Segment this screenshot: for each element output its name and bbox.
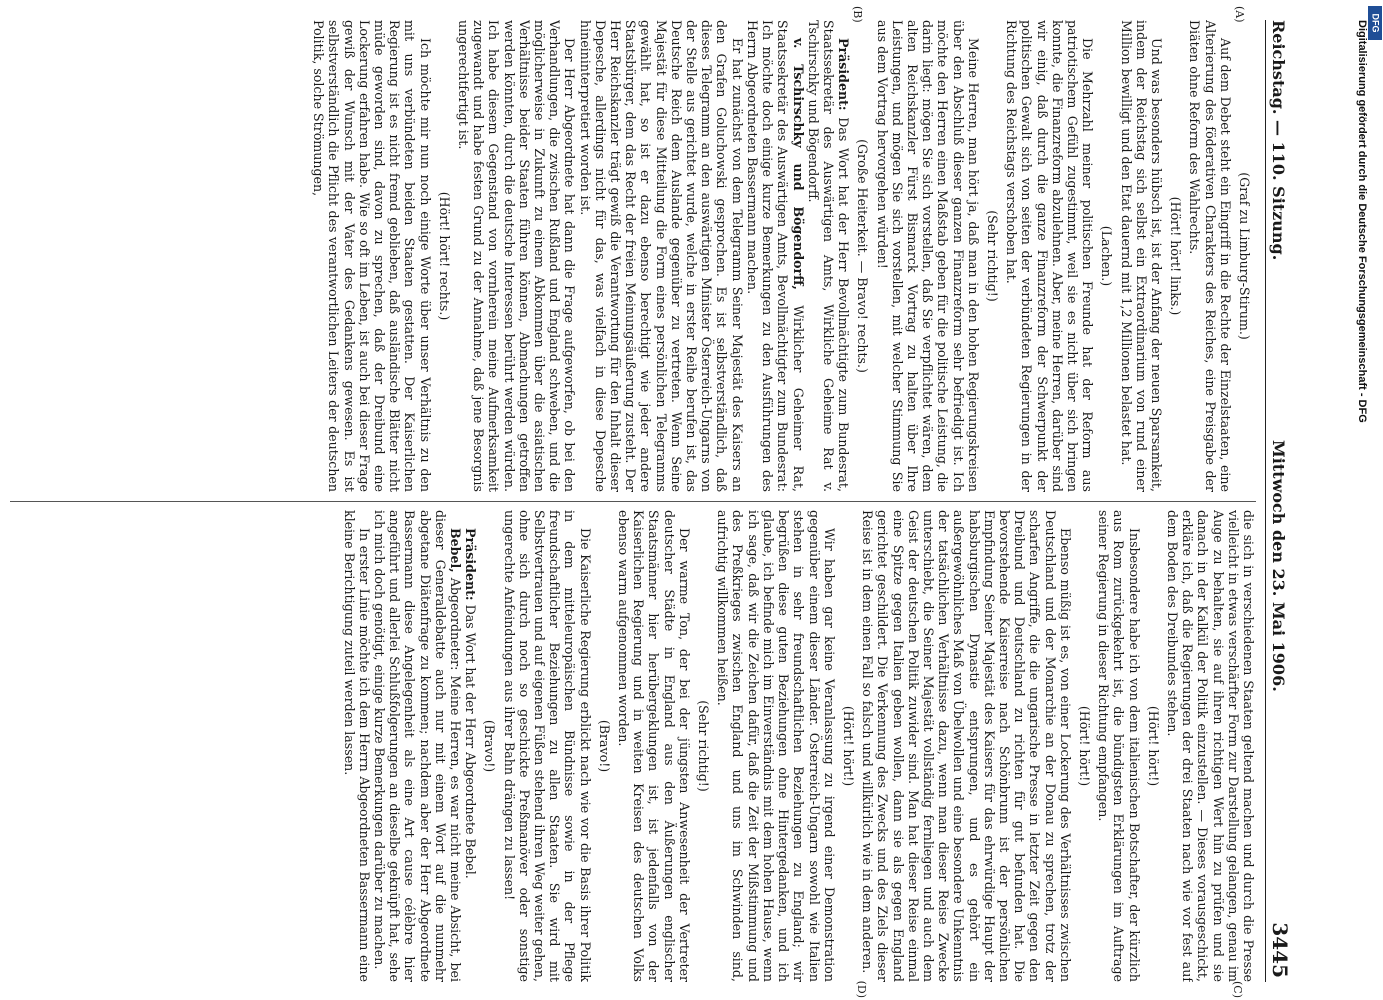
paragraph: Meine Herren, man hört ja, daß man in den hohen Regierungskreisen über den Abschluß dieser ganzen Finanzreform sehr befriedigt ist. Ich möchte den Herren einen Maßstab geben für die politische Leistung, die darin liegt: mögen Sie sich vorstellen, daß Sie verpflichtet wären, dem alten Reichskanzler Fürst Bismarck Vortrag zu halten über Ihre Leistungen, und mögen Sie sich vorstellen, mit welcher Stimmung Sie aus dem Vortrag hervorgehen würden! [874,20,981,492]
margin-mark-a: (A) [1233,6,1246,23]
paragraph: Die Mehrzahl meiner politischen Freunde hat der Reform aus patriotischem Gefühl zugestimmt, weil sie es nicht über sich bringen konnte, die Finanzreform abzulehnen. Aber, meine Herren, darüber sind wir einig, daß durch die ganze Finanzreform der Schwerpunkt der politischen Gewalt sich von seiten der verbündeten Regierungen in der Richtung des Reichstags verschoben hat. [1004,20,1096,492]
interjection: (Hört! hört!) [1076,705,1092,787]
paragraph: Der warme Ton, der bei der jüngsten Anwesenheit der Vertreter deutscher Städte in England aus den Äußerungen englischer Staatsmänner hier herübergeklungen ist, ist jedenfalls von der Kaiserlichen Regierung und in weiten Kreisen des deutschen Volks ebenso warm aufgenommen worden. [616,510,692,982]
paragraph-text: Das Wort hat der Herr Bevollmächtigte zum Bundesrat, Staatssekretär des Auswärtigen Amts, Wirkliche Geheime Rat v. Tschirschky und Bögendorff. [805,20,852,492]
interjection: (Hört! hört! links.) [1168,196,1184,316]
header-left: Reichstag. — 110. Sitzung. [1269,20,1288,261]
paragraph: Auf dem Debet steht ein Eingriff in die Rechte der Einzelstaaten, eine Alterierung des föderativen Charakters des Reiches, eine Preisgabe der Diäten ohne Reform des Wahlrechts. [1187,20,1233,492]
paragraph-text: Das Wort hat der Herr Abgeordnete Bebel. [463,600,479,879]
paragraph: Ich möchte mir nun noch einige Worte über unser Verhältnis zu den mit uns verbündeten beiden Staaten gestatten. Der Kaiserlichen Regierung ist es nicht fremd geblieben, daß ausländische Blätter nicht müde geworden sind, davon zu sprechen, daß der Dreibund eine Lockerung erfahren habe. Wie so oft im Leben, ist auch bei dieser Frage gewiß der Wunsch mit der Vater des Gedankens gewesen. Es ist selbstverständlich die Pflicht des verantwortlichen Leiters der deutschen Politik, solche Strömungen, [311,20,433,492]
paragraph-text: Wirklicher Geheimer Rat, Staatssekretär des Auswärtigen Amts, Bevollmächtigter zum Bundesrat: Ich möchte doch einige kurze Bemerkungen zu den Ausführungen des Herrn Abgeordneten Bassermann machen. [744,20,806,492]
paragraph: In erster Linie möchte ich dem Herrn Abgeordneten Bassermann eine kleine Berichtigung zuteil werden lassen. [341,510,372,982]
page-header [1265,20,1292,982]
speaker-name: Bebel, [448,528,464,573]
interjection: (Lachen.) [1099,225,1115,287]
margin-mark-c: (C) [1231,981,1244,998]
paragraph: Wir haben gar keine Veranlassung zu irgend einer Demonstration gegenüber einem dieser Länder. Österreich-Ungarn sowohl wie Italien stehen in sehr freundschaftlichen Beziehungen zu England; wir begrüßen diese guten Beziehungen ohne Hintergedanken, und ich glaube, ich befinde mich im Einverständnis mit dem hohen Hause, wenn ich sage, daß wir die Zeichen dafür, daß die Zeit der Mißstimmung und des Preßkrieges zwischen England und uns im Schwinden sind, aufrichtig willkommen heißen. [715,510,837,982]
interjection: (Sehr richtig!) [696,700,712,792]
paragraph: Insbesondere habe ich von dem italienischen Botschafter, der kürzlich aus Rom zurückgekehrt ist, die bündigsten Erklärungen im Auftrage seiner Regierung in dieser Richtung empfangen. [1096,510,1142,982]
speaker-paragraph [806,20,852,492]
speaker-paragraph [463,510,478,982]
column-divider [10,501,1256,502]
header-date: Mittwoch den 23. Mai 1906. [1269,440,1288,692]
text-columns [10,6,1256,998]
left-column [10,20,1256,492]
right-column [10,510,1256,982]
interjection: (Hört! hört!) [1145,705,1161,787]
digitization-credit: Digitalisierung gefördert durch die Deutsche Forschungsgemeinschaft - DFG [1356,20,1368,423]
speaker-name: Präsident: [836,38,852,111]
interjection: (Hört! hört! rechts.) [436,191,452,321]
paragraph-text: Abgeordneter: Meine Herren, es war nicht meine Absicht, bei dieser Generaldebatte auch nur mit einem Wort auf die nunmehr abgetane Diätenfrage zu kommen; nachdem aber der Herr Abgeordnete Bassermann diese Angelegenheit als eine Art cause célèbre hier angeführt und allerlei Schlußfolgerungen an dieselbe geknüpft hat, sehe ich mich doch genötigt, einige kurze Bemerkungen darüber zu machen. [372,510,464,982]
speaker-name: v. Tschirschky und Bögendorff, [790,38,806,290]
speaker-name: Präsident: [463,528,479,601]
paragraph: Der Herr Abgeordnete hat dann die Frage aufgeworfen, ob bei den Verhandlungen, die zwischen Rußland und England schweben, und die möglicherweise in Zukunft zu einem Abkommen über die asiatischen Verhältnisse beider Staaten führen können, Abmachungen getroffen werden könnten, durch die deutsche Interessen berührt werden würden. Ich habe diesem Gegenstand von vornherein meine Aufmerksamkeit zugewandt und habe festen Grund zu der Annahme, daß jene Besorgnis ungerechtfertigt ist. [456,20,578,492]
interjection: (Bravo!) [596,719,612,773]
interjection: (Hört! hört!) [840,705,856,787]
dfg-logo [1368,6,1382,40]
margin-mark-b: (B) [851,6,864,23]
margin-mark-d: (D) [855,980,868,998]
paragraph: Die Kaiserliche Regierung erblickt nach wie vor die Basis ihrer Politik in dem mitteleuropäischen Bündnisse sowie in der Pflege freundschaftlicher Beziehungen zu allen Staaten. Sie wird mit Selbstvertrauen und auf eigenen Füßen stehend ihren Weg weiter gehen, ohne sich durch noch so geschickte Preßmanöver oder sonstige ungerechte Anfeindungen aus ihrer Bahn drängen zu lassen! [501,510,593,982]
dfg-logo-text: DFG [1370,13,1380,33]
paragraph: Und was besonders hübsch ist, ist der Anfang der neuen Sparsamkeit, indem der Reichstag sich selbst ein Extraordinarium von rund einer Million bewilligt und den Etat dauernd mit 1,2 Millionen belastet hat. [1118,20,1164,492]
paragraph: die sich in verschiedenen Staaten geltend machen und durch die Presse vielleicht in etwas verschärfter Form zur Darstellung gelangen, genau im Auge zu behalten, sie auf ihren richtigen Wert hin zu prüfen und sie danach in der Kalkül der Politik einzustellen. — Dieses vorausgeschickt, erkläre ich, daß die Regierungen der drei Staaten nach wie vor fest auf dem Boden des Dreibundes stehen. [1164,510,1256,982]
interjection: (Bravo!) [482,719,498,773]
paragraph: Ebenso müßig ist es, von einer Lockerung des Verhältnisses zwischen Deutschland und der Monarchie an der Donau zu sprechen, trotz der scharfen Angriffe, die die ungarische Presse in letzter Zeit gegen den Dreibund und Deutschland zu richten für gut befunden hat. Die bevorstehende Kaiserreise nach Schönbrunn ist der persönlichen Empfindung Seiner Majestät des Kaisers für das ehrwürdige Haupt der habsburgischen Dynastie entsprungen, und es gehört ein außergewöhnliches Maß von Übelwollen und eine besondere Unkenntnis der tatsächlichen Verhältnisse dazu, wenn man dieser Reise Zwecke unterschiebt, die Seiner Majestät vollständig fernliegen und auch dem Geist der deutschen Politik zuwider sind. Man hat dieser Reise einmal eine Spitze gegen Italien geben wollen, dann sie als gegen England gerichtet geschildert. Die Verkennung des Zwecks und des Ziels dieser Reise ist in dem einen Fall so falsch und willkürlich wie in dem anderen. [860,510,1073,982]
speaker-paragraph [372,510,463,982]
interjection: (Graf zu Limburg-Stirum.) [1237,172,1252,340]
speaker-paragraph [745,20,806,492]
page-number: 3445 [1268,922,1292,978]
interjection: (Große Heiterkeit. — Bravo! rechts.) [855,139,871,373]
paragraph: Er hat zunächst von dem Telegramm Seiner Majestät des Kaisers an den Grafen Goluchowski gesprochen. Es ist selbstverständlich, daß dieses Telegramm an den auswärtigen Minister Österreich-Ungarns von der Stelle aus gerichtet wurde, welche in erster Reihe berufen ist, das Deutsche Reich dem Auslande gegenüber zu vertreten. Wenn Seine Majestät für diese Mitteilung die Form eines persönlichen Telegramms gewählt hat, so ist er dazu ebenso berechtigt wie jeder andere Staatsbürger, dem das Recht der freien Meinungsäußerung zusteht. Der Herr Reichskanzler trägt gewiß die Verantwortung für den Inhalt dieser Depesche, allerdings nicht für das, was vielfach in diese Depesche hineininterpretiert worden ist. [577,20,745,492]
interjection: (Sehr richtig!) [984,210,1000,302]
